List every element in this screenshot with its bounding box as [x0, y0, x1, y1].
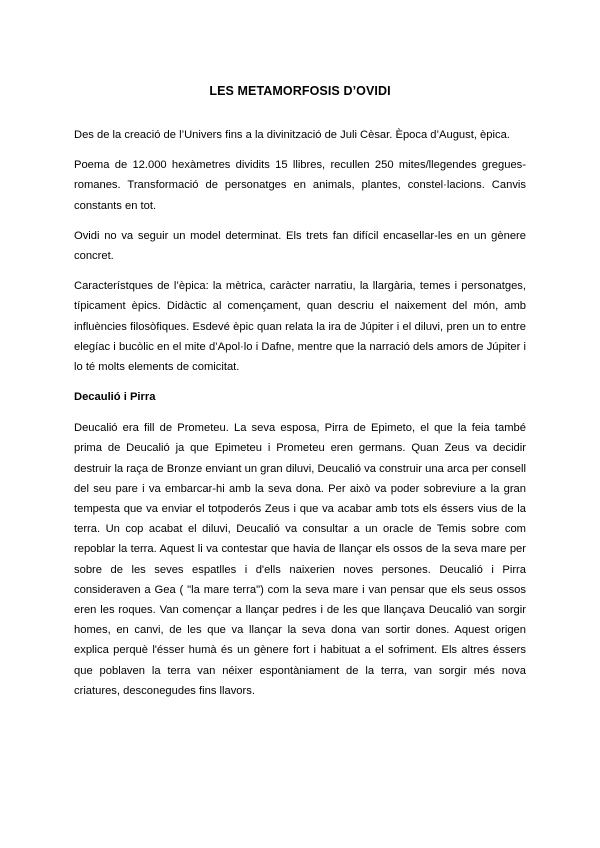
intro-paragraph-2: Poema de 12.000 hexàmetres dividits 15 llibres, recullen 250 mites/llegendes gregues-romanes. Transformació de personatges en animals, plantes, constel·lacions. Canvis constants en tot. [74, 159, 526, 212]
intro-paragraph-1: Des de la creació de l’Univers fins a la divinització de Juli Cèsar. Època d’August, èpica. [74, 129, 510, 141]
section-paragraph: Deucalió era fill de Prometeu. La seva esposa, Pirra de Epimeto, el que la feia també prima de Deucalió ja que Epimeteu i Prometeu eren germans. Quan Zeus va decidir destruir la raça de Bronze enviant un gran diluvi, Deucalió va construir una arca per consell del seu pare i va embarcar-hi amb la seva dona. Per això va poder sobreviure a la gran tempesta que va enviar el totpoderós Zeus i que va acabar amb tots els éssers vius de la terra. Un cop acabat el diluvi, Deucalió va consultar a un oracle de Temis sobre com repoblar la terra. Aquest li va contestar que havia de llançar els ossos de la seva mare per sobre de les seves espatlles i d'ells naixerien noves persones. Deucalió i Pirra consideraven a Gea ( "la mare terra") com la seva mare i van pensar que els seus ossos eren les roques. Van començar a llançar pedres i de les que llançava Deucalió van sorgir homes, en canvi, de les que va llançar la seva dona van sortir dones. Aquest origen explica perquè l'ésser humà és un gènere fort i habituat a el sofriment. Els altres éssers que poblaven la terra van néixer espontàniament de la terra, van sorgir més nova criatures, desconegudes fins llavors. [74, 422, 526, 697]
intro-paragraph-4: Característques de l’èpica: la mètrica, caràcter narratiu, la llargària, temes i personatges, típicament èpics. Didàctic al començament, quan descriu el naixement del món, amb influències filosòfiques. Esdevé èpic quan relata la ira de Júpiter i el diluvi, pren un to entre elegíac i bucòlic en el mite d’Apol·lo i Dafne, mentre que la narració dels amors de Júpiter i lo té molts elements de comicitat. [74, 280, 526, 374]
document-body [74, 125, 526, 711]
intro-paragraph-3: Ovidi no va seguir un model determinat. Els trets fan difícil encasellar-les en un gènere concret. [74, 229, 526, 263]
section-heading: Decaulió i Pirra [74, 391, 156, 404]
document-title: LES METAMORFOSIS D’OVIDI [209, 84, 391, 98]
